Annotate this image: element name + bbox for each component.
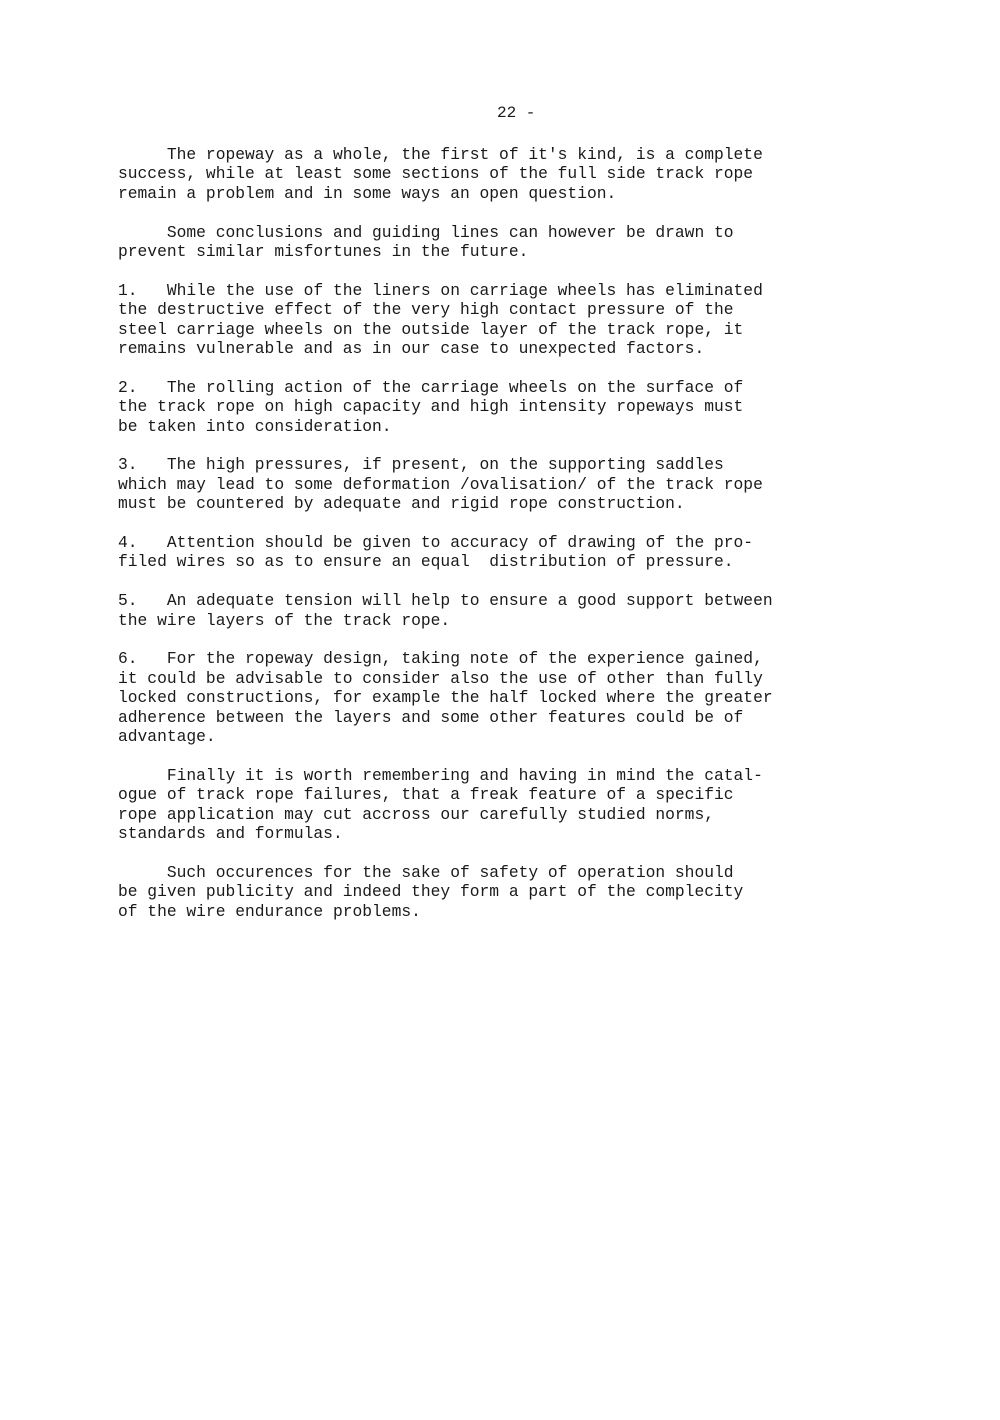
list-item-5: 5. An adequate tension will help to ensure a good support between the wire layers of the track rope. (118, 591, 773, 630)
paragraph-intro: The ropeway as a whole, the first of it's kind, is a complete success, while at least some sections of the full side track rope remain a problem and in some ways an open question. (118, 145, 763, 203)
paragraph-conclusions: Some conclusions and guiding lines can however be drawn to prevent similar misfortunes in the future. (118, 222, 734, 262)
list-item-4: 4. Attention should be given to accuracy of drawing of the pro- filed wires so as to ensure an equal distribution of pressure. (118, 533, 754, 572)
list-item-3: 3. The high pressures, if present, on the supporting saddles which may lead to some deformation /ovalisation/ of the track rope must be countered by adequate and rigid rope construction. (118, 455, 763, 514)
list-item-2: 2. The rolling action of the carriage wheels on the surface of the track rope on high capacity and high intensity ropeways must be taken into consideration. (118, 377, 744, 436)
document-body (118, 145, 898, 941)
list-item-1: 1. While the use of the liners on carriage wheels has eliminated the destructive effect of the very high contact pressure of the steel carriage wheels on the outside layer of the track rope, it remains vulnerable and as in our case to unexpected factors. (118, 280, 763, 359)
list-item-6: 6. For the ropeway design, taking note of the experience gained, it could be advisable to consider also the use of other than fully locked constructions, for example the half locked where the greater adherence between the layers and some other features could be of advantage. (118, 649, 773, 747)
paragraph-finally: Finally it is worth remembering and having in mind the catal- ogue of track rope failures, that a freak feature of a specific rope application may cut accross our carefully studied norms, standards and formulas. (118, 765, 763, 844)
page-number: 22 - (497, 104, 536, 122)
paragraph-closing: Such occurences for the sake of safety of operation should be given publicity and indeed they form a part of the complecity of the wire endurance problems. (118, 862, 744, 921)
